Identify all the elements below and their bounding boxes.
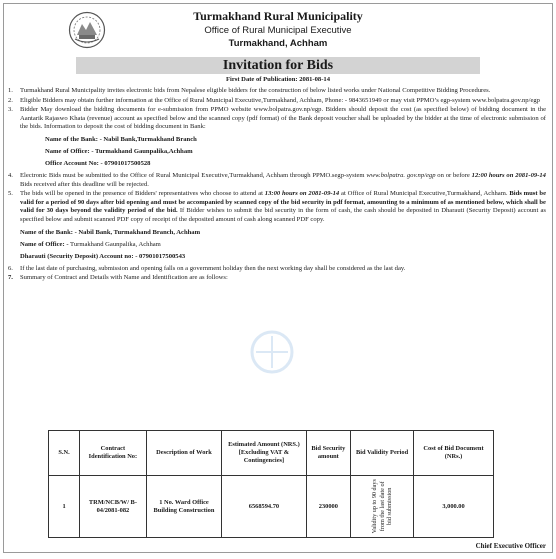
paragraph-text: Bidder May download the bidding documents for e-submission from PPMO website www.bolpatra.gov.np/egp. Bidders should deposit the cost (as specified below) of bidding document in the Aantarik Rajaswo Khata (revenue) account as specified below and the scanned copy (pdf format) of the Bank deposit voucher shall be uploaded by the bidder at the time of electronic submission of the bids. Information to deposit the cost of bidding document in Bank:	[20, 106, 546, 131]
table-row	[49, 476, 494, 538]
paragraph-number: 7.	[8, 274, 13, 282]
paragraph-text: Summary of Contract and Details with Name and Identification are as follows:	[20, 274, 228, 282]
notice-page	[3, 3, 553, 553]
paragraph-text: Eligible Bidders may obtain further information at the Office of Rural Municipal Executive,Turmakhand, Achham, Phone: - 9843651949 or may visit PPMO’s egp-system www.bolpatra.gov.np/egp	[20, 96, 540, 104]
paragraph-4	[8, 172, 546, 189]
office-name-line: Name of Office: - Turmakhand Gaunpalika, Achham	[20, 240, 161, 248]
contract-summary-table	[48, 430, 494, 538]
office-name-value: Turmakhand Gaunpalika, Achham	[68, 240, 161, 248]
col-bid-doc-cost: Cost of Bid Document (NRs.)	[414, 431, 494, 476]
cell-description: 1 No. Ward Office Building Construction	[146, 476, 222, 538]
cell-estimated-amount: 6568594.70	[222, 476, 306, 538]
paragraph-number: 6.	[8, 264, 13, 272]
signatory-title: Chief Executive Officer	[475, 542, 546, 550]
paragraph-2	[8, 97, 546, 106]
col-validity: Bid Validity Period	[351, 431, 414, 476]
office-name: Office of Rural Municipal Executive	[204, 25, 352, 36]
paragraph-number: 2.	[8, 96, 13, 104]
notice-title: Invitation for Bids	[76, 57, 480, 74]
paragraph-text: on or before	[435, 171, 472, 179]
validity-clause: Bids must be valid for a period of 90 days after bid opening and must be accompanied by scanned copy of the bid security in pdf format, amounting to a minimum of as mentioned below, which shall be valid for 30 days beyond the validity period of the bid.	[20, 190, 546, 215]
notice-body	[8, 87, 546, 284]
table-header-row	[49, 431, 494, 476]
cell-validity	[351, 476, 414, 538]
paragraph-5	[8, 190, 546, 224]
validity-text: Validity up to 90 days from the last date of bid submission	[370, 479, 393, 534]
col-contract-id: Contract Identification No:	[80, 431, 147, 476]
paragraph-text: Electronic Bids must be submitted to the Office of Rural Municipal Executive,Turmakhand, Achham through PPMO.segp-system	[20, 171, 367, 179]
paragraph-text: at Office of Rural Municipal Executive,Turmakhand, Achham.	[339, 190, 510, 198]
col-estimated-amount: Estimated Amount (NRS.) [Excluding VAT & Contingencies]	[222, 431, 306, 476]
bank-name: Name of the Bank: - Nabil Bank,Turmakhand Branch	[45, 135, 197, 143]
watermark-logo	[232, 329, 312, 375]
cell-bid-doc-cost: 3,000.00	[414, 476, 494, 538]
egp-link[interactable]: www.bolpatra. gov.np/egp	[366, 171, 436, 179]
account-number: Office Account No: - 07901017500528	[45, 159, 151, 167]
opening-time: 13:00 hours on 2081-09-14	[264, 190, 340, 198]
letterhead	[4, 9, 552, 50]
col-sn: S.N.	[49, 431, 80, 476]
paragraph-number: 1.	[8, 87, 13, 94]
paragraph-text: If the last date of purchasing, submission and opening falls on a government holiday then the next working day shall be considered as the last day.	[20, 264, 406, 272]
org-name: Turmakhand Rural Municipality	[193, 9, 363, 23]
publication-date: First Date of Publication: 2081-08-14	[225, 76, 331, 83]
office-location: Turmakhand, Achham	[228, 38, 328, 49]
paragraph-6	[8, 265, 546, 274]
paragraph-text: Bids received after this deadline will be rejected.	[20, 180, 149, 188]
paragraph-text: If Bidder wishes to submit the bid security in the form of cash, the cash should be deposited in Dharauti (Security Deposit) account as specified below and submit scanned PDF copy of receipt of the deposited amount of cash along scanned PDF copy.	[20, 207, 546, 223]
cell-bid-security: 230000	[306, 476, 350, 538]
account-number: Dharauti (Security Deposit) Account no: - 07901017500543	[20, 252, 186, 260]
col-description: Description of Work	[146, 431, 222, 476]
cell-contract-id: TRM/NCB/W/ B-04/2081-082	[80, 476, 147, 538]
paragraph-number: 4.	[8, 171, 13, 179]
paragraph-text: The bids will be opened in the presence of Bidders' representatives who choose to attend at	[20, 190, 265, 198]
paragraph-number: 3.	[8, 106, 13, 114]
paragraph-number: 5.	[8, 190, 13, 198]
cell-sn: 1	[49, 476, 80, 538]
paragraph-1	[8, 87, 546, 96]
bank-details-fee	[45, 134, 546, 170]
bank-details-deposit	[20, 227, 546, 263]
col-bid-security: Bid Security amount	[306, 431, 350, 476]
bank-name: Name of the Bank: - Nabil Bank, Turmakhand Branch, Achham	[20, 228, 201, 236]
submission-deadline: 12:00 hours on 2081-09-14	[471, 171, 546, 179]
paragraph-7	[8, 274, 546, 283]
office-name-line: Name of Office: - Turmakhand Gaunpalika,Achham	[45, 147, 193, 155]
paragraph-text: Turmakhand Rural Municipality invites electronic bids from Nepalese eligible bidders for the construction of below listed works under National Competitive Bidding Procedures.	[20, 87, 491, 94]
paragraph-3	[8, 106, 546, 132]
